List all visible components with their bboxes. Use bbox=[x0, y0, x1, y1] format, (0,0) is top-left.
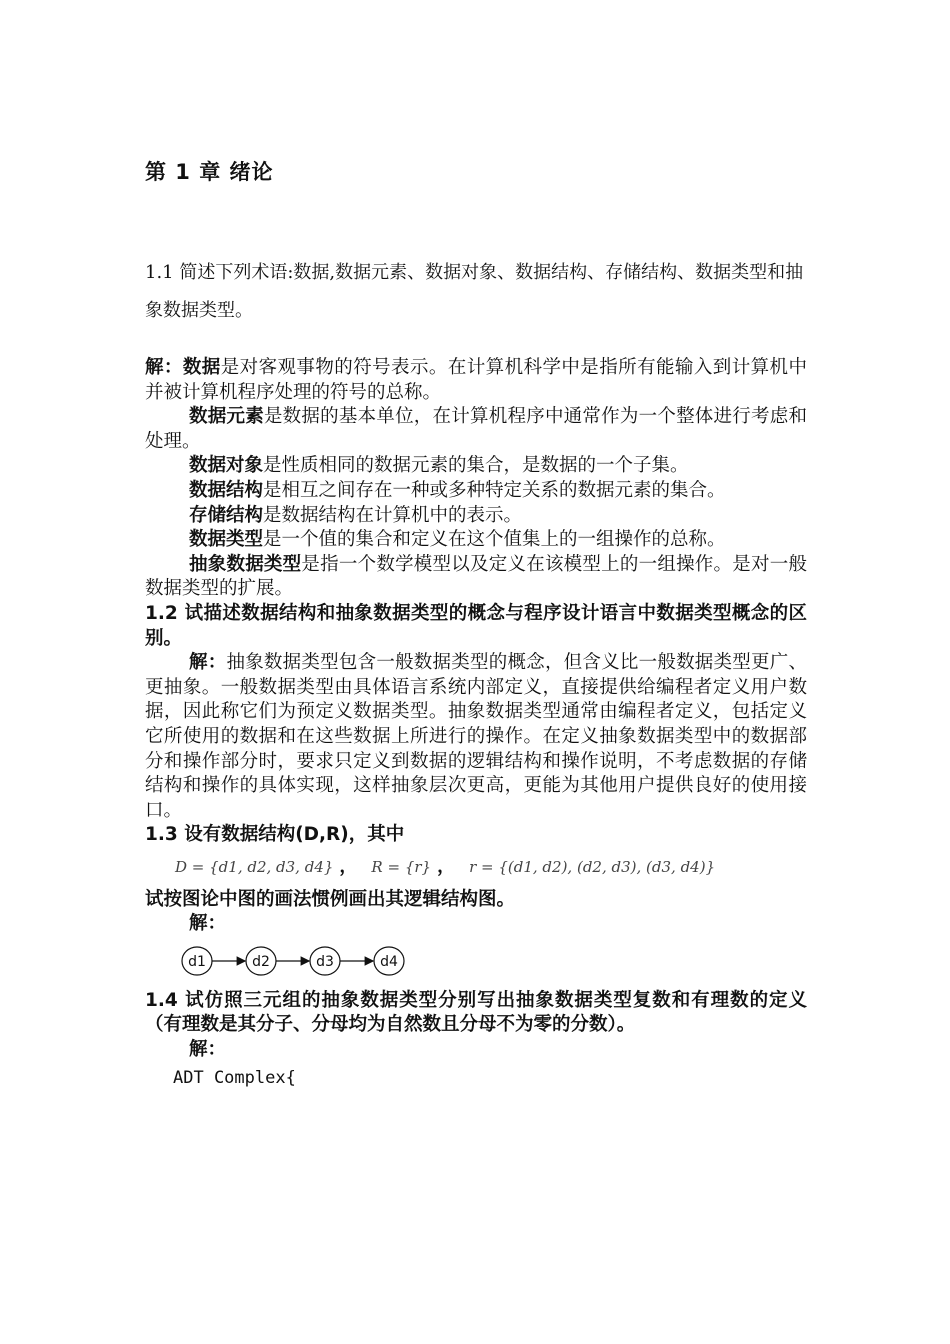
formula-separator: ， bbox=[339, 855, 358, 877]
code-line: ADT Complex{ bbox=[173, 1068, 296, 1089]
answer-text: 抽象数据类型包含一般数据类型的概念，但含义比一般数据类型更广、更抽象。一般数据类型由具体语言系统内部定义，直接提供给编程者定义用户数据，因此称它们为预定义数据类型。抽象数据类型通常由编程者定义，包括定义它所使用的数据和在这些数据上所进行的操作。在定义抽象数据类型中的数据部分和操作部分时，要求只定义到数据的逻辑结构和操作说明，不考虑数据的存储结构和操作的具体实现，这样抽象层次更高，更能为其他用户提供良好的使用接口。 bbox=[145, 652, 807, 821]
answer-1-1-item-1 bbox=[145, 405, 807, 454]
node-label: d4 bbox=[380, 954, 398, 971]
answer-1-1-item-0 bbox=[145, 356, 807, 405]
answer-1-1-item-3 bbox=[145, 479, 807, 504]
term: 数据对象 bbox=[189, 455, 264, 477]
question-1-3: 1.3 设有数据结构(D,R)，其中 bbox=[145, 824, 405, 846]
question-1-2: 1.2 试描述数据结构和抽象数据类型的概念与程序设计语言中数据类型概念的区别。 bbox=[145, 602, 807, 649]
answer-1-2 bbox=[145, 651, 807, 823]
term-definition: 是数据结构在计算机中的表示。 bbox=[263, 504, 523, 526]
document-body bbox=[145, 356, 807, 1091]
term-definition: 是性质相同的数据元素的集合，是数据的一个子集。 bbox=[263, 455, 689, 477]
term-definition: 是对客观事物的符号表示。在计算机科学中是指所有能输入到计算机中并被计算机程序处理的符号的总称。 bbox=[145, 357, 807, 403]
formula-r: R = {r} bbox=[371, 857, 432, 876]
formula-r-set: r = {(d1, d2), (d2, d3), (d3, d4)} bbox=[469, 857, 716, 876]
term: 存储结构 bbox=[189, 504, 264, 526]
answer-lead: 解： bbox=[189, 652, 227, 674]
question-1-4: 1.4 试仿照三元组的抽象数据类型分别写出抽象数据类型复数和有理数的定义（有理数是其分子、分母均为自然数且分母不为零的分数）。 bbox=[145, 989, 807, 1036]
term: 数据结构 bbox=[189, 479, 264, 501]
answer-1-1-item-6 bbox=[145, 553, 807, 602]
answer-lead: 解： bbox=[189, 913, 227, 935]
formula-d: D = {d1, d2, d3, d4} bbox=[175, 857, 334, 876]
answer-1-1-item-2 bbox=[145, 454, 807, 479]
question-1-3-part-2: 试按图论中图的画法惯例画出其逻辑结构图。 bbox=[145, 888, 516, 910]
chapter-title: 第 1 章 绪论 bbox=[145, 160, 274, 184]
formula-line bbox=[175, 852, 807, 882]
node-label: d3 bbox=[316, 954, 334, 971]
term: 数据元素 bbox=[189, 406, 264, 428]
formula-separator: ， bbox=[437, 855, 456, 877]
term-definition: 是指一个数学模型以及定义在该模型上的一组操作。是对一般数据类型的扩展。 bbox=[145, 553, 807, 600]
node-label: d2 bbox=[252, 954, 270, 971]
term-definition: 是数据的基本单位，在计算机程序中通常作为一个整体进行考虑和处理。 bbox=[145, 406, 807, 452]
answer-lead: 解： bbox=[145, 357, 183, 378]
question-1-1: 1.1 简述下列术语:数据,数据元素、数据对象、数据结构、存储结构、数据类型和抽象数据类型。 bbox=[145, 262, 804, 321]
term: 抽象数据类型 bbox=[189, 553, 302, 575]
term: 数据类型 bbox=[189, 529, 264, 551]
term-definition: 是相互之间存在一种或多种特定关系的数据元素的集合。 bbox=[263, 479, 726, 501]
answer-1-1-item-5 bbox=[145, 528, 807, 553]
node-label: d1 bbox=[188, 954, 206, 971]
term-definition: 是一个值的集合和定义在这个值集上的一组操作的总称。 bbox=[263, 529, 726, 551]
answer-1-1-item-4 bbox=[145, 504, 807, 529]
logic-structure-diagram bbox=[181, 943, 411, 979]
term: 数据 bbox=[182, 357, 221, 378]
answer-lead: 解： bbox=[189, 1038, 227, 1060]
